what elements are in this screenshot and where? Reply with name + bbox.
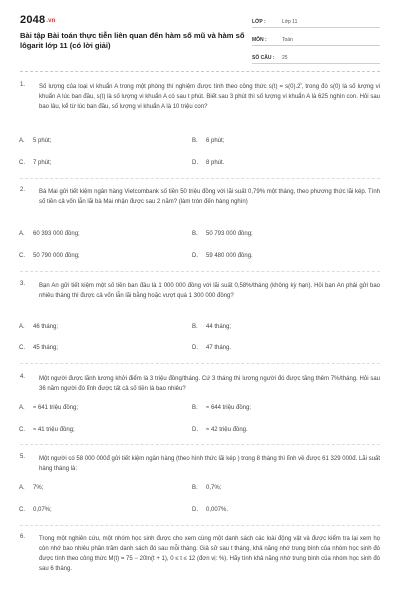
option-a[interactable] (19, 138, 51, 144)
question-text: Bà Mai gửi tiết kiệm ngân hàng Vietcombank số tiền 50 triệu đồng với lãi suất 0,79% một tháng, theo phương thức lãi kép. Tính số tiền cả vốn lẫn lãi bà Mai nhận được sau 2 năm? (làm tròn đến hàng nghìn) (39, 189, 380, 205)
option-letter: C. (19, 253, 25, 259)
question-4 (20, 374, 380, 394)
option-text: 5 phút; (33, 138, 52, 144)
option-text: 59 480 000 đồng. (206, 253, 253, 259)
option-letter: A. (19, 231, 25, 237)
meta-count-row (252, 50, 380, 64)
option-text: 0,007%. (206, 507, 229, 513)
option-text: ≈ 41 triệu đồng; (33, 427, 75, 433)
option-letter: C. (19, 160, 25, 166)
question-6 (20, 534, 380, 574)
option-letter: D. (192, 345, 198, 351)
option-text: ≈ 641 triệu đồng; (33, 405, 78, 411)
option-text: 0,07%; (33, 507, 52, 513)
option-b[interactable] (192, 405, 251, 411)
option-a[interactable] (19, 405, 78, 411)
question-superscript: t (300, 81, 302, 86)
question-separator (20, 271, 380, 272)
meta-subject-label: MÔN : (252, 37, 267, 43)
option-text: 7%; (33, 485, 44, 491)
option-text: ≈ 42 triệu đồng. (206, 427, 248, 433)
option-d[interactable] (192, 345, 231, 351)
meta-count-value: 25 (282, 55, 288, 61)
question-3 (20, 281, 380, 301)
question-separator (20, 444, 380, 445)
question-text: Bạn An gửi tiết kiệm một số tiền ban đầu là 1 000 000 đồng với lãi suất 0,58%/tháng (không kỳ hạn). Hỏi bạn An phải gửi bao nhiêu tháng thì được cả vốn lẫn lãi bằng hoặc vượt quá 1 300 000 đồng? (39, 283, 380, 299)
option-letter: C. (19, 345, 25, 351)
option-letter: C. (19, 427, 25, 433)
option-letter: B. (192, 405, 198, 411)
option-c[interactable] (19, 253, 80, 259)
option-c[interactable] (19, 507, 52, 513)
option-text: 44 tháng; (206, 324, 232, 330)
option-a[interactable] (19, 231, 80, 237)
question-separator (20, 525, 380, 526)
question-text-part: , trong đó s(0) là số lượng vi khuẩn A lúc ban đầu, s(t) là số lượng vi khuẩn A có sau t phút. Biết sau 3 phút thì số lượng vi khuẩn A là 625 nghìn con. Hỏi sau bao lâu, kể từ lúc ban đầu, số lượng vi khuẩn A là 10 triệu con? (39, 84, 380, 110)
option-b[interactable] (192, 324, 231, 330)
question-text: Một người có 58 000 000đ gửi tiết kiệm ngân hàng (theo hình thức lãi kép ) trong 8 tháng thì lĩnh về được 61 329 000đ. Lãi suất hàng tháng là: (39, 456, 380, 472)
option-letter: C. (19, 507, 25, 513)
option-letter: A. (19, 405, 25, 411)
option-letter: B. (192, 485, 198, 491)
question-text: Trong một nghiên cứu, một nhóm học sinh được cho xem cùng một danh sách các loài động vật và được kiểm tra lại xem họ còn nhớ bao nhiêu phần trăm danh sách đó sau mỗi tháng. Giả sử sau t tháng, khả năng nhớ trung bình của nhóm học sinh đó được tính theo công thức M(t) = 75 − 20ln(t + 1), 0 ≤ t ≤ 12 (đơn vị: %). Hãy tính khả năng nhớ trung bình của nhóm học sinh đó sau 6 tháng. (39, 536, 380, 572)
option-letter: B. (192, 231, 198, 237)
option-letter: D. (192, 507, 198, 513)
option-text: 60 393 000 đồng; (33, 231, 80, 237)
option-letter: D. (192, 427, 198, 433)
option-letter: D. (192, 253, 198, 259)
logo-suffix-text: .vn (46, 18, 56, 24)
option-b[interactable] (192, 231, 253, 237)
option-text: 47 tháng. (206, 345, 232, 351)
question-text (39, 82, 380, 112)
question-number: 4. (20, 374, 26, 380)
question-number: 1. (20, 82, 26, 88)
question-separator (20, 363, 380, 364)
option-letter: A. (19, 485, 25, 491)
option-letter: B. (192, 138, 198, 144)
site-logo[interactable] (20, 14, 56, 26)
option-text: 0,7%; (206, 485, 222, 491)
meta-class-row (252, 14, 380, 28)
option-c[interactable] (19, 427, 75, 433)
question-separator (20, 178, 380, 179)
option-b[interactable] (192, 485, 221, 491)
option-text: ≈ 644 triệu đồng; (206, 405, 251, 411)
option-d[interactable] (192, 427, 248, 433)
question-number: 5. (20, 454, 26, 460)
meta-class-value: Lớp 11 (282, 19, 298, 25)
question-number: 2. (20, 187, 26, 193)
option-b[interactable] (192, 138, 224, 144)
logo-main-text: 2048 (20, 14, 46, 26)
question-text: Một người được lãnh lương khởi điểm là 3 triệu đồng/tháng. Cứ 3 tháng thì lương người đó được tăng thêm 7%/tháng. Hỏi sau 36 năm người đó lĩnh được tất cả số tiền là bao nhiêu? (39, 376, 380, 392)
meta-count-label: SỐ CÂU : (252, 55, 275, 61)
option-text: 6 phút; (206, 138, 225, 144)
option-letter: A. (19, 324, 25, 330)
meta-subject-row (252, 32, 380, 46)
option-c[interactable] (19, 160, 51, 166)
option-letter: D. (192, 160, 198, 166)
option-text: 50 790 000 đồng; (33, 253, 80, 259)
option-text: 8 phút. (206, 160, 225, 166)
option-letter: A. (19, 138, 25, 144)
question-1 (20, 82, 380, 112)
document-title: Bài tập Bài toán thực tiễn liên quan đến hàm số mũ và hàm số lôgarit lớp 11 (có lời giải) (20, 31, 245, 50)
option-text: 45 tháng; (33, 345, 59, 351)
document-meta (252, 14, 380, 64)
option-text: 7 phút; (33, 160, 52, 166)
question-5 (20, 454, 380, 474)
option-c[interactable] (19, 345, 58, 351)
option-text: 46 tháng; (33, 324, 59, 330)
option-d[interactable] (192, 160, 224, 166)
meta-subject-value: Toán (282, 37, 293, 43)
option-letter: B. (192, 324, 198, 330)
option-d[interactable] (192, 507, 228, 513)
question-2 (20, 187, 380, 207)
option-d[interactable] (192, 253, 253, 259)
option-a[interactable] (19, 485, 43, 491)
option-a[interactable] (19, 324, 58, 330)
question-number: 3. (20, 281, 26, 287)
question-text-part: Số lượng của loại vi khuẩn A trong một phòng thí nghiệm được tính theo công thức s(t) = s(0).2 (39, 84, 301, 90)
option-text: 50 793 000 đồng; (206, 231, 253, 237)
header-divider (20, 71, 380, 72)
question-number: 6. (20, 534, 26, 540)
meta-class-label: LỚP : (252, 19, 266, 25)
